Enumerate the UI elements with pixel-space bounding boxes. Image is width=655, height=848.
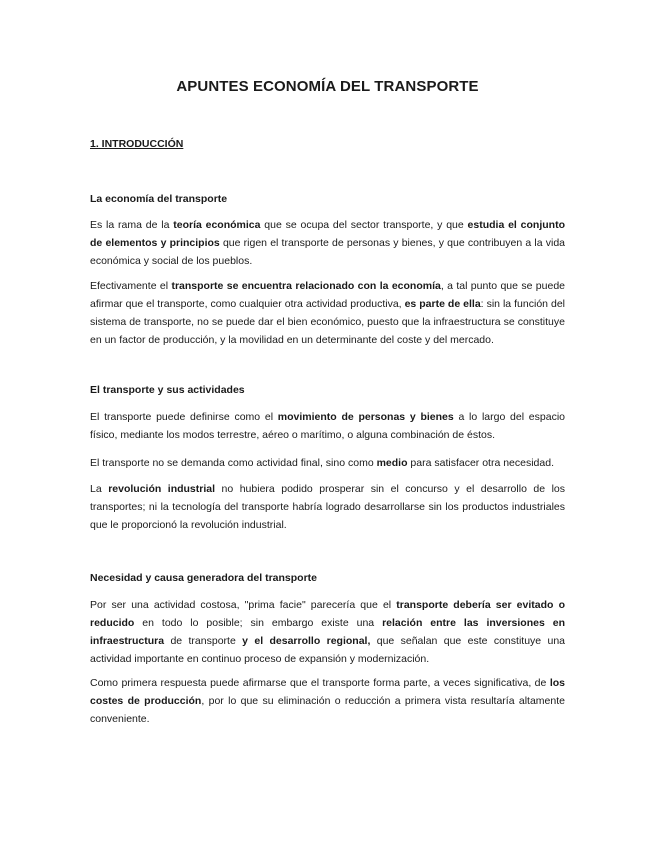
paragraph-3: El transporte puede definirse como el movimiento de personas y bienes a lo largo del espacio físico, mediante los modos terrestre, aéreo o marítimo, o alguna combinación de éstos. — [90, 411, 565, 441]
paragraph-5: La revolución industrial no hubiera podido prosperar sin el concurso y el desarrollo de los transportes; ni la tecnología del transporte habría logrado desarrollarse sin los productos industriales que le proporcionó la revolución industrial. — [90, 483, 565, 531]
section-heading-introduccion: 1. INTRODUCCIÓN — [90, 138, 184, 150]
subheading-transporte-actividades: El transporte y sus actividades — [90, 384, 245, 396]
paragraph-2: Efectivamente el transporte se encuentra relacionado con la economía, a tal punto que se puede afirmar que el transporte, como cualquier otra actividad productiva, es parte de ella: sin la función del sistema de transporte, no se puede dar el bien económico, puesto que la infraestructura se constituye en un factor de producción, y la movilidad en un determinante del coste y del mercado. — [90, 280, 565, 346]
paragraph-4: El transporte no se demanda como actividad final, sino como medio para satisfacer otra necesidad. — [90, 457, 554, 469]
subheading-economia-transporte: La economía del transporte — [90, 193, 228, 205]
paragraph-1: Es la rama de la teoría económica que se ocupa del sector transporte, y que estudia el conjunto de elementos y principios que rigen el transporte de personas y bienes, y que contribuyen a la vida económica y social de los pueblos. — [90, 219, 566, 267]
paragraph-7: Como primera respuesta puede afirmarse que el transporte forma parte, a veces significativa, de los costes de producción, por lo que su eliminación o reducción a primera vista resultaría altamente conveniente. — [90, 677, 565, 725]
paragraph-6: Por ser una actividad costosa, "prima facie" parecería que el transporte debería ser evitado o reducido en todo lo posible; sin embargo existe una relación entre las inversiones en infraestructura de transporte y el desarrollo regional, que señalan que este constituye una actividad importante en continuo proceso de expansión y modernización. — [90, 599, 566, 665]
subheading-necesidad-causa: Necesidad y causa generadora del transporte — [90, 572, 318, 584]
document-title: APUNTES ECONOMÍA DEL TRANSPORTE — [176, 78, 479, 95]
